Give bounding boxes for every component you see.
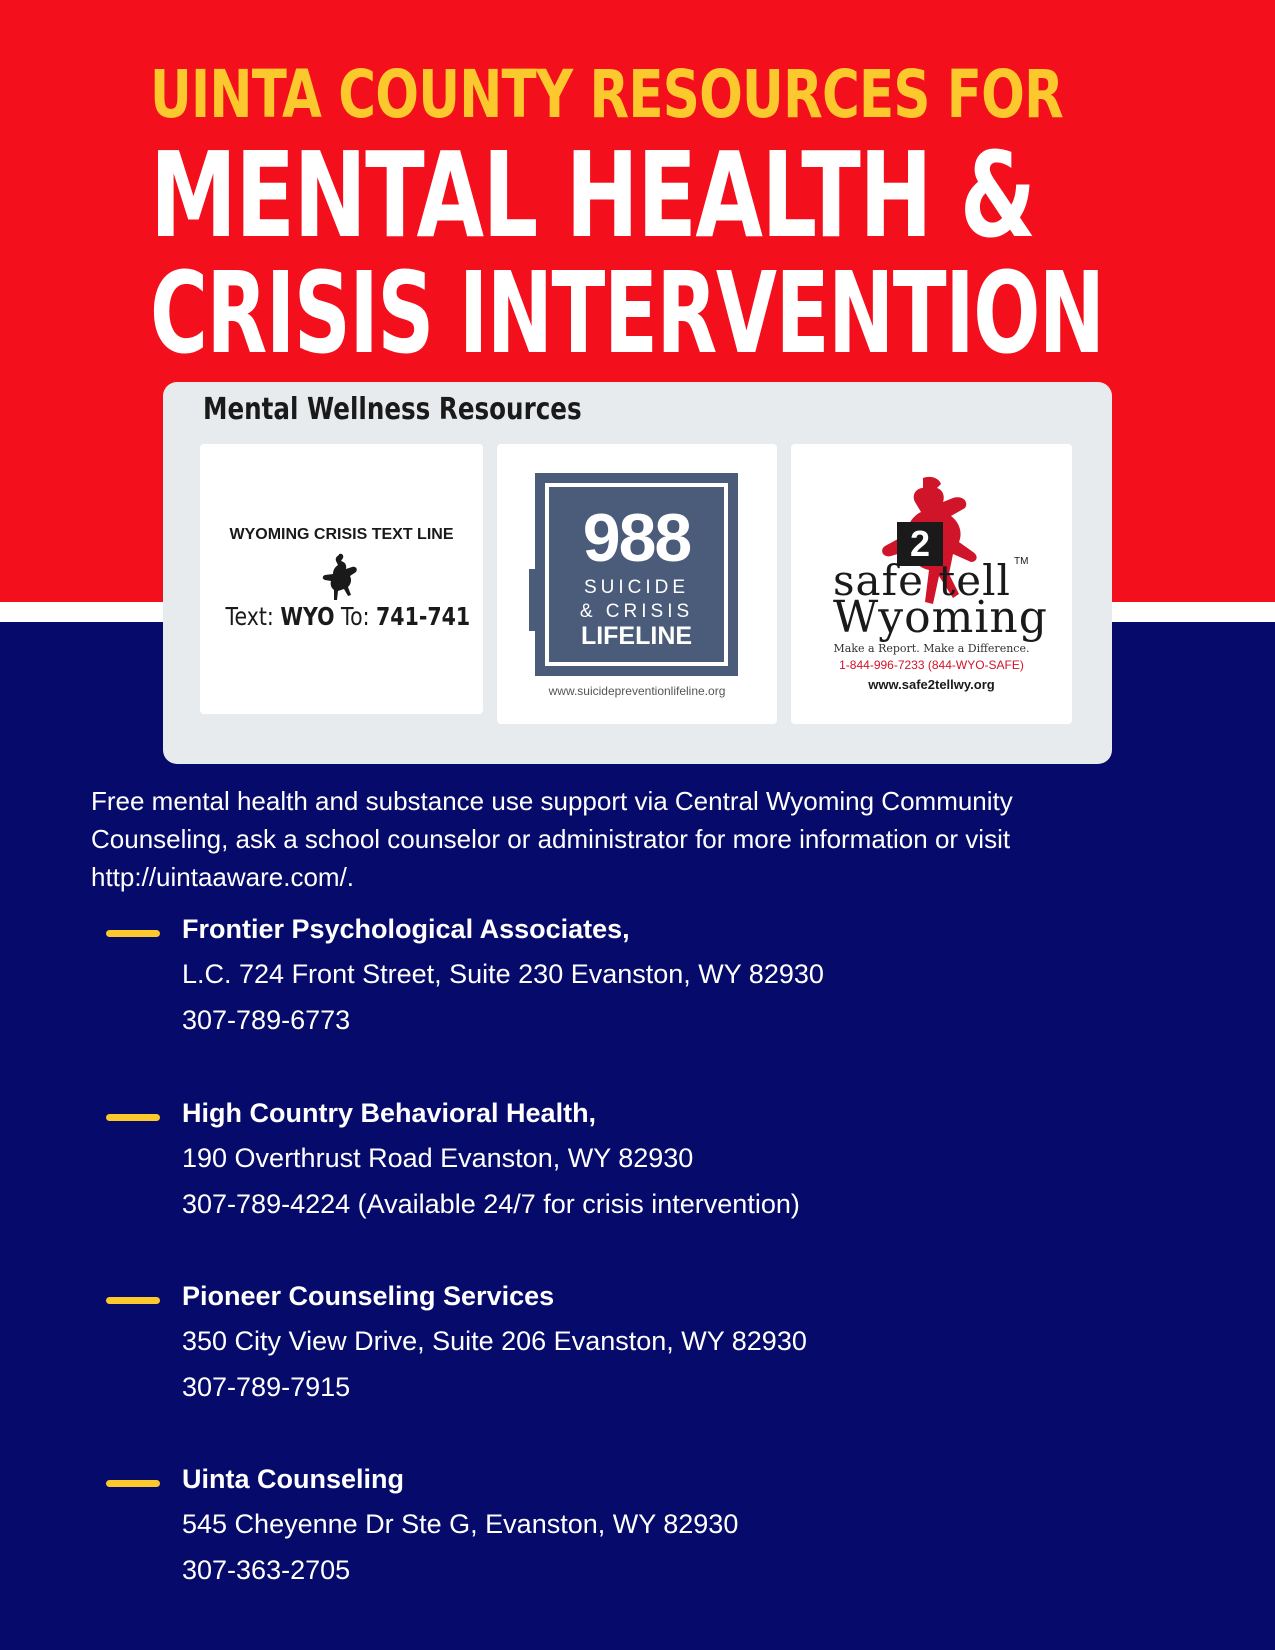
crisis-text-line-card (200, 444, 483, 714)
bullet-dash (106, 1297, 160, 1304)
resource-phone: 307-789-4224 (Available 24/7 for crisis intervention) (182, 1189, 800, 1219)
resource-phone: 307-789-7915 (182, 1372, 351, 1402)
lifeline-url: www.suicidepreventionlifeline.org (548, 684, 726, 698)
resource-address: 190 Overthrust Road Evanston, WY 82930 (182, 1143, 694, 1173)
safe2tell-badge: 2 (897, 522, 943, 566)
lifeline-988-card (497, 444, 777, 724)
text-to-label: To: (334, 602, 377, 631)
intro-paragraph (91, 782, 1201, 896)
lifeline-suicide-label: SUICIDE (583, 577, 690, 598)
bullet-dash (106, 930, 160, 937)
text-keyword: WYO (280, 602, 335, 631)
crisis-text-line-instructions (225, 602, 471, 631)
resource-phone: 307-363-2705 (182, 1555, 351, 1585)
resource-address: L.C. 724 Front Street, Suite 230 Evanston, WY 82930 (182, 959, 824, 989)
resource-address: 545 Cheyenne Dr Ste G, Evanston, WY 82930 (182, 1509, 739, 1539)
resource-name: Uinta Counseling (182, 1464, 404, 1494)
resource-name: Pioneer Counseling Services (182, 1281, 555, 1311)
lifeline-crisis-label: & CRISIS (579, 601, 694, 622)
safe2tell-wyoming: Wyoming (833, 592, 1048, 643)
safe2tell-tagline: Make a Report. Make a Difference. (833, 642, 1030, 655)
resource-phone: 307-789-6773 (182, 1005, 351, 1035)
crisis-text-line-title: WYOMING CRISIS TEXT LINE (229, 526, 454, 543)
safe2tell-card (791, 444, 1072, 724)
text-number: 741-741 (376, 602, 471, 631)
safe2tell-trademark: TM (1014, 556, 1029, 567)
safe2tell-wordmark: safe tell (833, 556, 1011, 605)
safe2tell-phone: 1-844-996-7233 (844-WYO-SAFE) (839, 658, 1024, 672)
bucking-horse-icon (320, 552, 362, 600)
intro-line-3: http://uintaaware.com/. (91, 862, 355, 892)
bullet-dash (106, 1114, 160, 1121)
intro-line-2: Counseling, ask a school counselor or administrator for more information or visit (91, 824, 1011, 854)
panel-title: Mental Wellness Resources (203, 392, 582, 427)
mental-wellness-panel (163, 382, 1112, 764)
headline-mental-health: MENTAL HEALTH & (150, 126, 1035, 264)
lifeline-lifeline-label: LIFELINE (580, 622, 693, 650)
resource-name: Frontier Psychological Associates, (182, 914, 630, 944)
headline-county: UINTA COUNTY RESOURCES FOR (150, 56, 1064, 133)
lifeline-number: 988 (582, 500, 691, 576)
lifeline-logo (535, 473, 738, 676)
bullet-dash (106, 1480, 160, 1487)
text-prefix: Text: (225, 602, 281, 631)
intro-line-1: Free mental health and substance use support via Central Wyoming Community (91, 786, 1013, 816)
headline-crisis-intervention: CRISIS INTERVENTION (150, 249, 1104, 379)
resource-name: High Country Behavioral Health, (182, 1098, 597, 1128)
body-background-navy (0, 622, 1275, 1650)
resource-address: 350 City View Drive, Suite 206 Evanston, WY 82930 (182, 1326, 807, 1356)
safe2tell-url: www.safe2tellwy.org (868, 677, 995, 692)
